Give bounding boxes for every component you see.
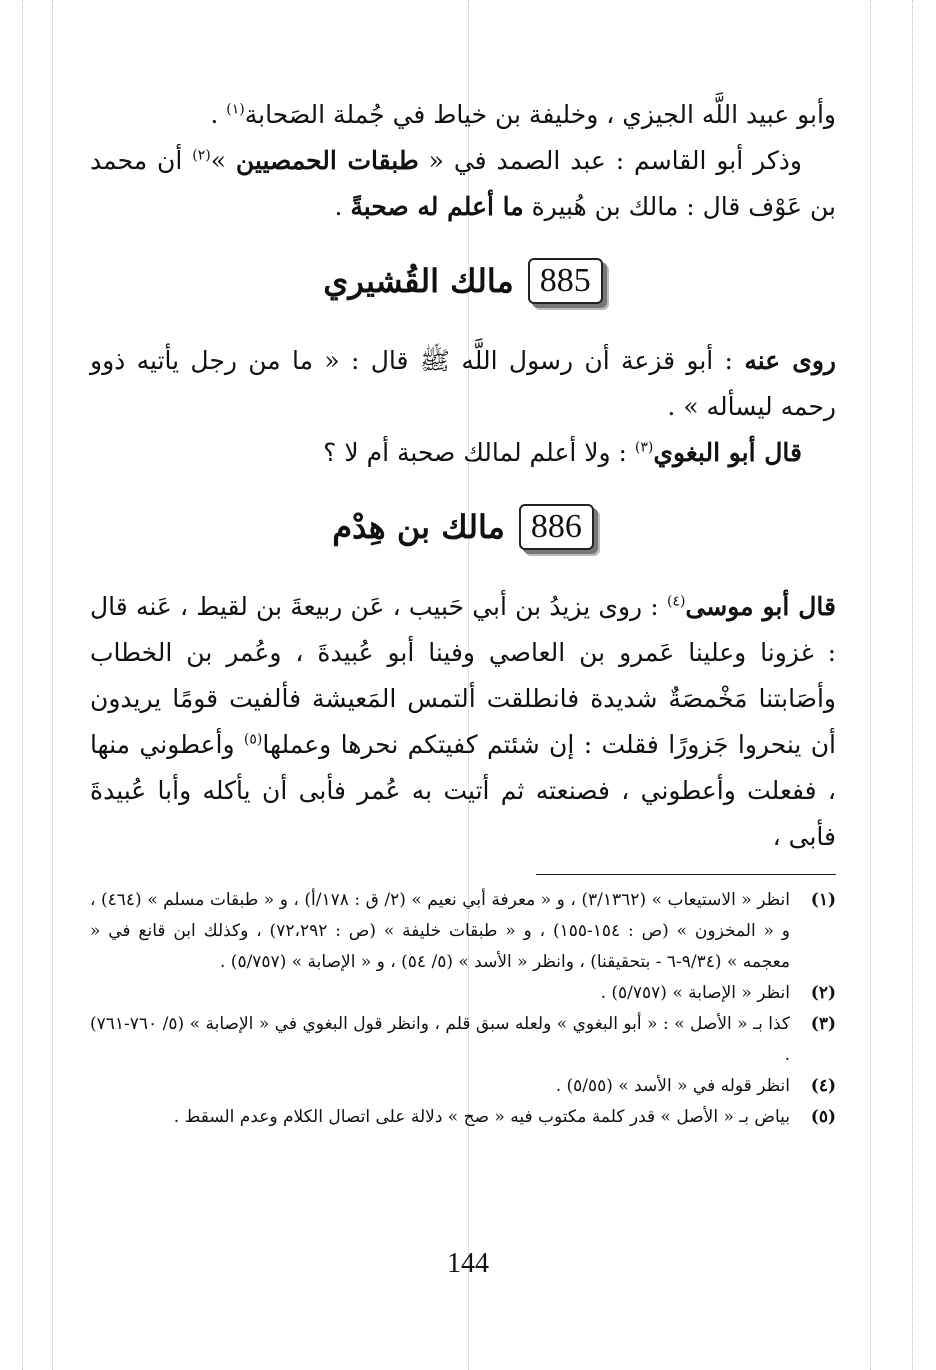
- entry-heading-886: [90, 492, 836, 562]
- footnote-ref-3[interactable]: (٣): [634, 439, 654, 456]
- footnote-ref-1[interactable]: (١): [226, 101, 245, 118]
- entry-886-paragraph-1: قال أبو موسى$^{(٤)}$ : روى يزيدُ بن أبي حَبيب ، عَن ربيعةَ بن لقيط ، عَنه قال : غزونا وعلينا عَمرو بن العاصي وفينا أبو عُبيدةَ ، وعُمر بن الخطاب وأصَابتنا مَخْمصَةٌ شديدة فانطلقت ألتمس المَعيشة فألفيت قومًا يريدون أن ينحروا جَزورًا فقلت : إن شئتم كفيتكم نحرها وعملها$^{(٥)}$ وأعطوني منها ، ففعلت وأعطوني ، فصنعته ثم أتيت به عُمر فأبى أن يأكله وأبا عُبيدةَ فأبى ،: [90, 592, 837, 851]
- footnote-ref-2[interactable]: (٢): [192, 147, 211, 164]
- entry-number-box: 886: [519, 504, 594, 550]
- page-number: 144: [447, 1248, 489, 1279]
- footnote-item: (٢) انظر « الإصابة » (٥/٧٥٧) .: [600, 983, 836, 1003]
- footnote-item: (٤) انظر قوله في « الأسد » (٥/٥٥) .: [555, 1076, 836, 1096]
- page-body: [90, 92, 836, 1133]
- margin-guide-left: [22, 0, 23, 1370]
- footnote-item: (٣) كذا بـ « الأصل » : « أبو البغوي » ولعله سبق قلم ، وانظر قول البغوي في « الإصابة » (٥/ ٧٦٠-٧٦١) .: [90, 1014, 836, 1065]
- entry-heading-885: [90, 246, 836, 316]
- entry-number-box: 885: [528, 258, 603, 304]
- footnotes: [90, 885, 836, 1133]
- margin-guide-right: [912, 0, 913, 1370]
- footnote-separator: [536, 874, 836, 875]
- footnote-ref-5[interactable]: (٥): [243, 731, 263, 748]
- footnote-ref-4[interactable]: (٤): [666, 593, 686, 610]
- entry-885-paragraph-1: روى عنه : أبو قزعة أن رسول اللَّه ﷺ قال : « ما من رجل يأتيه ذوو رحمه ليسأله » .: [90, 346, 836, 421]
- entry-name: مالك بن هِدْم: [332, 508, 505, 546]
- book-title: طبقات الحمصيين: [235, 146, 419, 175]
- entry-885-paragraph-2: قال أبو البغوي$^{(٣)}$ : ولا أعلم لمالك صحبة أم لا ؟: [323, 438, 802, 467]
- footnote-item: (٥) بياض بـ « الأصل » قدر كلمة مكتوب فيه « صح » دلالة على اتصال الكلام وعدم السقط .: [173, 1107, 836, 1127]
- margin-guide-left-inner: [52, 0, 53, 1370]
- margin-guide-right-inner: [870, 0, 871, 1370]
- footnote-item: (١) انظر « الاستيعاب » (٣/١٣٦٢) ، و « معرفة أبي نعيم » (٢/ ق : ١٧٨/أ) ، و « طبقات مسلم » (٤٦٤) ، و « المخزون » (ص : ١٥٤-١٥٥) ، و « طبقات خليفة » (ص : ٧٢،٢٩٢) ، وكذلك ابن قانع في « معجمه » (٩/٣٤-٦ - بتحقيقنا) ، وانظر « الأسد » (٥/ ٥٤) ، و « الإصابة » (٥/٧٥٧) .: [90, 890, 836, 972]
- paragraph-2: وذكر أبو القاسم : عبد الصمد في « طبقات الحمصيين »$^{(٢)}$ أن محمد بن عَوْف قال : مالك بن هُبيرة ما أعلم له صحبةً .: [90, 146, 836, 221]
- paragraph-1: وأبو عبيد اللَّه الجيزي ، وخليفة بن خياط في جُملة الصَحابة$^{(١)}$ .: [210, 100, 836, 129]
- entry-name: مالك القُشيري: [323, 262, 514, 300]
